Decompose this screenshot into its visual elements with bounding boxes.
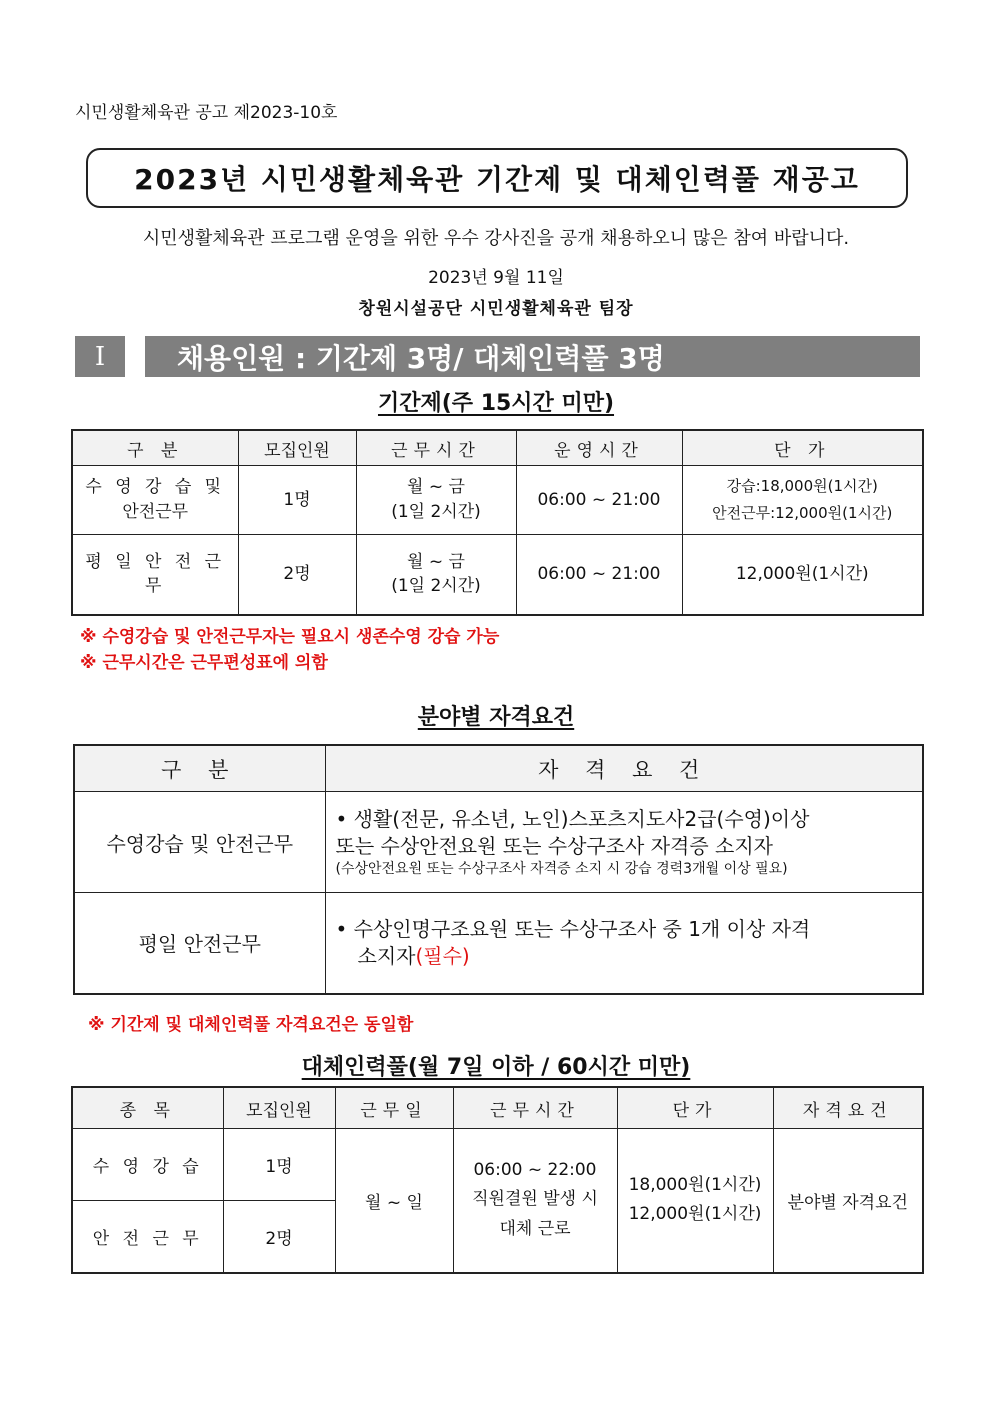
substitute-pool-heading-text: 대체인력풀(월 7일 이하 / 60시간 미만) (301, 1055, 691, 1080)
fixed-term-heading-text: 기간제(주 15시간 미만) (377, 391, 615, 416)
work-days: 월 ~ 금 (407, 477, 465, 498)
price-line: 12,000원(1시간) (628, 1204, 762, 1225)
row-count: 2명 (223, 1201, 335, 1273)
table-row (72, 466, 923, 535)
fixed-term-heading (0, 386, 992, 417)
header-qualification: 자격요건 (773, 1087, 923, 1129)
price-line: 18,000원(1시간) (628, 1174, 762, 1195)
header-operating-hours: 운영시간 (516, 430, 682, 466)
header-work-days: 근무일 (335, 1087, 453, 1129)
header-requirements: 자 격 요 건 (325, 745, 923, 792)
row-requirements (325, 893, 923, 994)
header-count: 모집인원 (238, 430, 356, 466)
row-operating-hours: 06:00 ~ 21:00 (516, 466, 682, 535)
table-row (74, 893, 923, 994)
row-count: 1명 (223, 1129, 335, 1201)
category-line: 안전근무 (122, 502, 189, 522)
header-count: 모집인원 (223, 1087, 335, 1129)
header-category: 구 분 (72, 430, 238, 466)
table-header-row (72, 1087, 923, 1129)
header-work-hours: 근무시간 (356, 430, 516, 466)
requirement-text: 소지자 (357, 943, 416, 968)
required-mark: (필수) (415, 943, 470, 968)
row-price (682, 466, 923, 535)
work-days: 월 ~ 금 (407, 551, 465, 572)
work-hours-line: 06:00 ~ 22:00 (473, 1159, 597, 1180)
document-title: 2023년 시민생활체육관 기간제 및 대체인력풀 재공고 (86, 148, 908, 208)
row-count: 2명 (238, 535, 356, 615)
fixed-term-table (71, 429, 924, 616)
header-work-hours: 근무시간 (453, 1087, 617, 1129)
price-line: 강습:18,000원(1시간) (726, 477, 878, 495)
fixed-term-note: ※ 근무시간은 근무편성표에 의함 (80, 653, 328, 673)
row-category: 평일 안전근무 (74, 893, 325, 994)
work-days: 월 ~ 일 (335, 1129, 453, 1273)
requirement-line: • 생활(전문, 유소년, 노인)스포츠지도사2급(수영)이상 (335, 806, 810, 831)
row-category: 평 일 안 전 근 무 (72, 535, 238, 615)
qualifications-note: ※ 기간제 및 대체인력풀 자격요건은 동일함 (88, 1015, 414, 1035)
table-row (72, 535, 923, 615)
row-category (72, 466, 238, 535)
header-price: 단 가 (682, 430, 923, 466)
qualifications-heading (0, 700, 992, 731)
row-category: 수 영 강 습 (72, 1129, 223, 1201)
price-line: 안전근무:12,000원(1시간) (712, 504, 893, 522)
category-line: 수 영 강 습 및 (85, 477, 226, 498)
work-duration: (1일 2시간) (391, 576, 481, 597)
substitute-pool-heading (0, 1050, 992, 1081)
fixed-term-note: ※ 수영강습 및 안전근무자는 필요시 생존수영 강습 가능 (80, 627, 500, 647)
table-header-row (72, 430, 923, 466)
row-requirements (325, 792, 923, 893)
notice-number: 시민생활체육관 공고 제2023-10호 (75, 103, 338, 123)
notice-date: 2023년 9월 11일 (428, 268, 564, 288)
qualification: 분야별 자격요건 (773, 1129, 923, 1273)
row-category: 수영강습 및 안전근무 (74, 792, 325, 893)
table-row (72, 1129, 923, 1201)
requirement-line: • 수상인명구조요원 또는 수상구조사 중 1개 이상 자격 (335, 916, 811, 941)
row-work-hours (356, 535, 516, 615)
row-work-hours (356, 466, 516, 535)
price (617, 1129, 773, 1273)
table-row (74, 792, 923, 893)
requirement-line: 또는 수상안전요원 또는 수상구조사 자격증 소지자 (335, 833, 774, 858)
work-hours-line: 대체 근로 (499, 1219, 571, 1240)
requirement-note: (수상안전요원 또는 수상구조사 자격증 소지 시 강습 경력3개월 이상 필요) (335, 860, 788, 877)
intro-text: 시민생활체육관 프로그램 운영을 위한 우수 강사진을 공개 채용하오니 많은 참여 바랍니다. (142, 228, 850, 249)
header-category: 구 분 (74, 745, 325, 792)
qualifications-heading-text: 분야별 자격요건 (417, 705, 575, 730)
section-title: 채용인원 : 기간제 3명/ 대체인력풀 3명 (145, 336, 920, 377)
header-price: 단가 (617, 1087, 773, 1129)
issuer: 창원시설공단 시민생활체육관 팀장 (358, 299, 634, 319)
table-header-row (74, 745, 923, 792)
section-number: Ⅰ (75, 336, 125, 377)
work-hours-line: 직원결원 발생 시 (472, 1189, 598, 1210)
work-hours (453, 1129, 617, 1273)
row-price: 12,000원(1시간) (682, 535, 923, 615)
row-count: 1명 (238, 466, 356, 535)
substitute-pool-table (71, 1086, 924, 1274)
requirement-line (336, 943, 923, 970)
header-category: 종 목 (72, 1087, 223, 1129)
qualifications-table (73, 744, 924, 995)
row-operating-hours: 06:00 ~ 21:00 (516, 535, 682, 615)
work-duration: (1일 2시간) (391, 502, 481, 522)
row-category: 안 전 근 무 (72, 1201, 223, 1273)
